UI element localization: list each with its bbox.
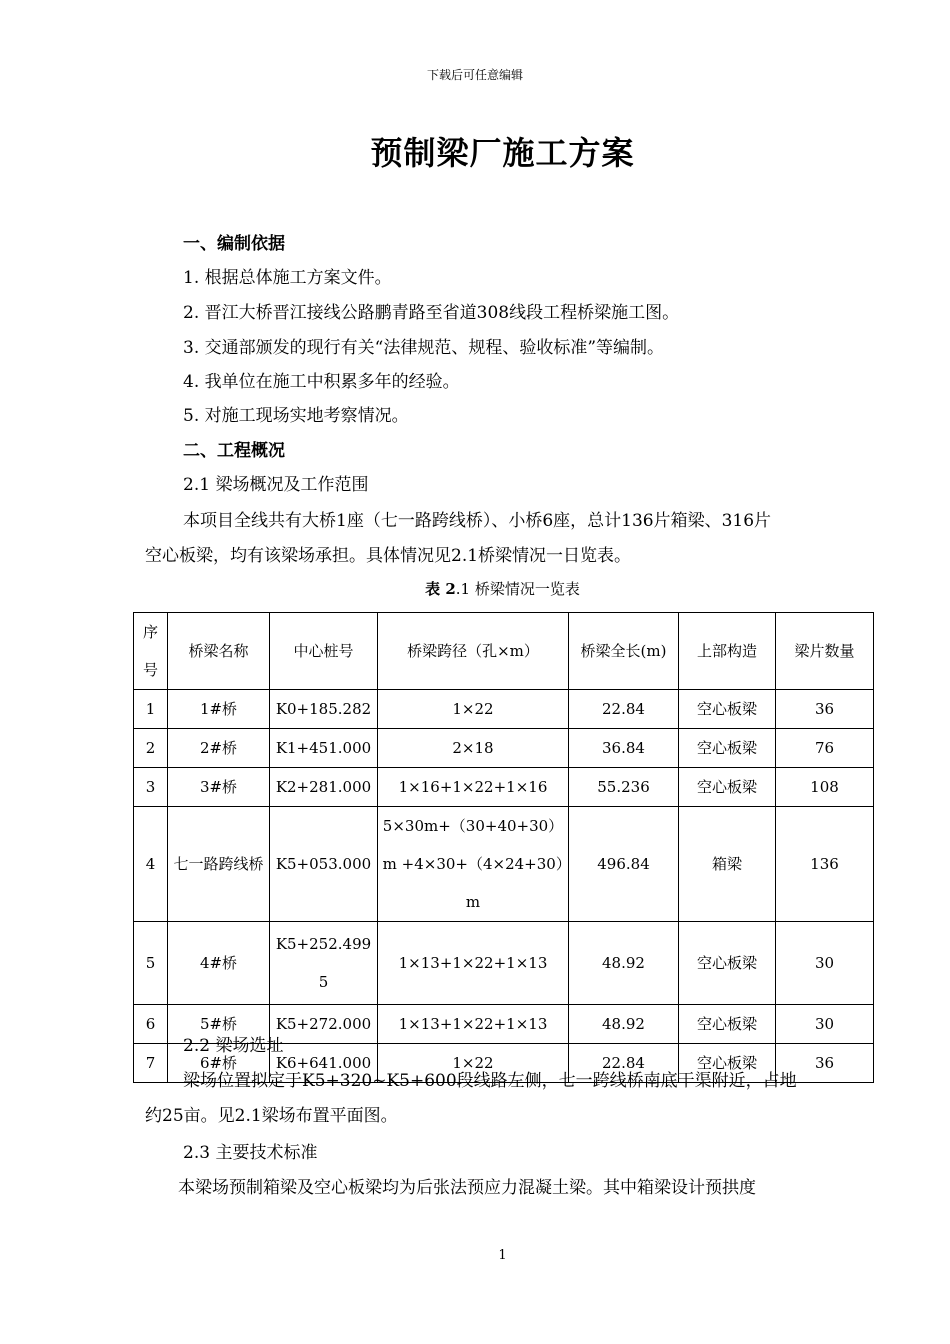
cell: 55.236 [569,768,679,807]
cell: 48.92 [569,1005,679,1044]
cell: 1×13+1×22+1×13 [378,1005,569,1044]
cell: 5 [134,922,168,1005]
cell: K5+053.000 [270,807,378,922]
cell: 7 [134,1044,168,1083]
paragraph-2-2-line2: 约25亩。见2.1梁场布置平面图。 [145,1106,398,1126]
cell: K6+641.000 [270,1044,378,1083]
paragraph-2-1-line2: 空心板梁，均有该梁场承担。具体情况见2.1桥梁情况一日览表。 [145,546,632,566]
basis-item-1: 1. 根据总体施工方案文件。 [183,268,392,288]
cell: 136 [776,807,874,922]
cell: 七一路跨线桥 [168,807,270,922]
col-header-count: 梁片数量 [776,613,874,690]
cell: 30 [776,1005,874,1044]
cell: 空心板梁 [679,690,776,729]
cell: 76 [776,729,874,768]
cell: 1×22 [378,1044,569,1083]
cell: 1#桥 [168,690,270,729]
subheading-2-1: 2.1 梁场概况及工作范围 [183,475,369,495]
cell: 空心板梁 [679,729,776,768]
table-header-row [134,613,874,690]
cell: 空心板梁 [679,1005,776,1044]
basis-item-3: 3. 交通部颁发的现行有关“法律规范、规程、验收标准”等编制。 [183,338,665,358]
cell: K2+281.000 [270,768,378,807]
cell: 6 [134,1005,168,1044]
document-title: 预制梁厂施工方案 [370,134,635,172]
cell: 空心板梁 [679,1044,776,1083]
cell: 6#桥 [168,1044,270,1083]
col-header-index: 序号 [134,613,168,690]
cell: 箱梁 [679,807,776,922]
bridge-table [133,612,874,1083]
cell: 3 [134,768,168,807]
cell: 36.84 [569,729,679,768]
paragraph-2-3-line1: 本梁场预制箱梁及空心板梁均为后张法预应力混凝土梁。其中箱梁设计预拱度 [178,1178,756,1198]
cell: 4 [134,807,168,922]
subheading-2-2: 2.2 梁场选址 [183,1036,284,1056]
cell: 2 [134,729,168,768]
col-header-length: 桥梁全长(m) [569,613,679,690]
cell: 5#桥 [168,1005,270,1044]
cell: 1 [134,690,168,729]
paragraph-2-2-line1: 梁场位置拟定于K5+320~K5+600段线路左侧，七一跨线桥南底干渠附近，占地 [183,1071,797,1091]
cell: 4#桥 [168,922,270,1005]
subheading-2-3: 2.3 主要技术标准 [183,1143,318,1163]
cell: 36 [776,1044,874,1083]
table-row [134,690,874,729]
cell: 空心板梁 [679,922,776,1005]
cell: 22.84 [569,690,679,729]
cell: 108 [776,768,874,807]
col-header-name: 桥梁名称 [168,613,270,690]
cell: 1×16+1×22+1×16 [378,768,569,807]
cell: K0+185.282 [270,690,378,729]
cell: K1+451.000 [270,729,378,768]
header-note: 下载后可任意编辑 [426,68,523,82]
cell: 1×13+1×22+1×13 [378,922,569,1005]
col-header-station: 中心桩号 [270,613,378,690]
basis-item-4: 4. 我单位在施工中积累多年的经验。 [183,372,460,392]
section-heading-overview: 二、工程概况 [183,441,285,461]
cell: 22.84 [569,1044,679,1083]
basis-item-2: 2. 晋江大桥晋江接线公路鹏青路至省道308线段工程桥梁施工图。 [183,303,680,323]
cell: 30 [776,922,874,1005]
cell: 2#桥 [168,729,270,768]
cell: 496.84 [569,807,679,922]
table-row [134,922,874,1005]
cell: 3#桥 [168,768,270,807]
table-row [134,768,874,807]
cell: 48.92 [569,922,679,1005]
basis-item-5: 5. 对施工现场实地考察情况。 [183,406,409,426]
col-header-span: 桥梁跨径（孔×m） [378,613,569,690]
cell: K5+272.000 [270,1005,378,1044]
cell: 5×30m+（30+40+30）m +4×30+（4×24+30）m [378,807,569,922]
cell: 空心板梁 [679,768,776,807]
table-row [134,807,874,922]
page-number: 1 [498,1248,507,1263]
paragraph-2-1-line1: 本项目全线共有大桥1座（七一路跨线桥）、小桥6座，总计136片箱梁、316片 [183,511,772,531]
cell: 36 [776,690,874,729]
section-heading-basis: 一、编制依据 [183,234,285,254]
cell: 2×18 [378,729,569,768]
cell: 1×22 [378,690,569,729]
cell: K5+252.4995 [270,922,378,1005]
col-header-structure: 上部构造 [679,613,776,690]
table-row [134,729,874,768]
table-caption: 表 2.1 桥梁情况一览表 [425,580,580,598]
